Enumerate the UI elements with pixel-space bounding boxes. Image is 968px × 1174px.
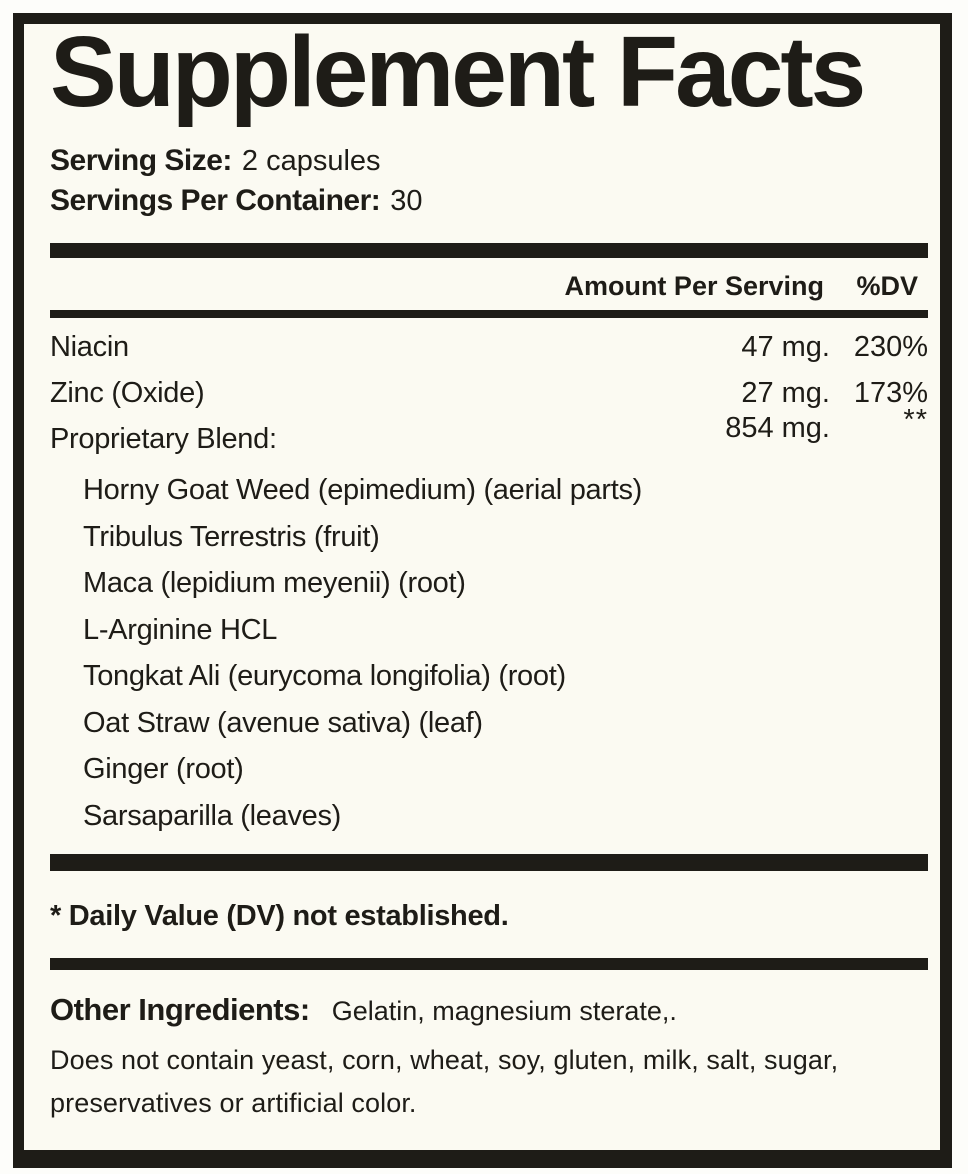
nutrient-table — [50, 324, 928, 462]
dv-header: %DV — [856, 271, 918, 301]
nutrient-name: Zinc (Oxide) — [50, 377, 205, 409]
column-header-row — [50, 270, 928, 303]
other-ingredients-value: Gelatin, magnesium sterate,. — [331, 996, 677, 1026]
servings-per-container-label: Servings Per Container: — [50, 184, 381, 217]
nutrient-amount: 47 mg. — [741, 331, 830, 363]
other-ingredients-label: Other Ingredients: — [50, 992, 310, 1027]
blend-ingredient-item: L-Arginine HCL — [83, 613, 278, 646]
other-ingredients-row — [50, 992, 928, 1029]
serving-size-row — [50, 141, 928, 181]
serving-size-label: Serving Size: — [50, 144, 232, 177]
nutrient-dv: 230% — [853, 331, 928, 363]
blend-ingredient-item: Oat Straw (avenue sativa) (leaf) — [83, 706, 483, 739]
header-rule — [50, 310, 928, 318]
servings-per-container-value: 30 — [390, 185, 423, 217]
blend-ingredient-item: Ginger (root) — [83, 753, 244, 785]
blend-ingredient-item: Tongkat Ali (eurycoma longifolia) (root) — [83, 660, 566, 692]
serving-size-value: 2 capsules — [241, 145, 381, 177]
nutrient-name: Proprietary Blend: — [50, 423, 277, 455]
nutrient-amount: 27 mg. — [741, 377, 830, 409]
nutrient-row-niacin — [50, 324, 928, 370]
nutrient-amount: 854 mg. — [725, 412, 830, 444]
panel-title: Supplement Facts — [50, 16, 864, 128]
daily-value-footnote: * Daily Value (DV) not established. — [50, 900, 509, 932]
amount-per-serving-header: Amount Per Serving — [564, 271, 824, 301]
blend-ingredient-item: Tribulus Terrestris (fruit) — [83, 520, 380, 553]
allergen-statement: Does not contain yeast, corn, wheat, soy, gluten, milk, salt, sugar, preservatives or artificial color. — [50, 1045, 839, 1118]
blend-ingredient-item: Maca (lepidium meyenii) (root) — [83, 567, 466, 599]
nutrient-name: Niacin — [50, 331, 129, 363]
footnote-divider-bar — [50, 854, 928, 871]
supplement-facts-panel — [13, 13, 952, 1168]
other-ingredients-divider-bar — [50, 958, 928, 970]
serving-info — [50, 141, 928, 221]
blend-ingredient-item: Sarsaparilla (leaves) — [83, 799, 342, 832]
top-divider-bar — [50, 243, 928, 258]
nutrient-row-proprietary-blend — [50, 404, 928, 462]
servings-per-container-row — [50, 181, 928, 221]
nutrient-dv: 173% — [853, 377, 928, 409]
nutrient-dv: ** — [903, 404, 928, 436]
proprietary-blend-list — [50, 467, 928, 839]
blend-ingredient-item: Horny Goat Weed (epimedium) (aerial parts) — [83, 474, 643, 506]
